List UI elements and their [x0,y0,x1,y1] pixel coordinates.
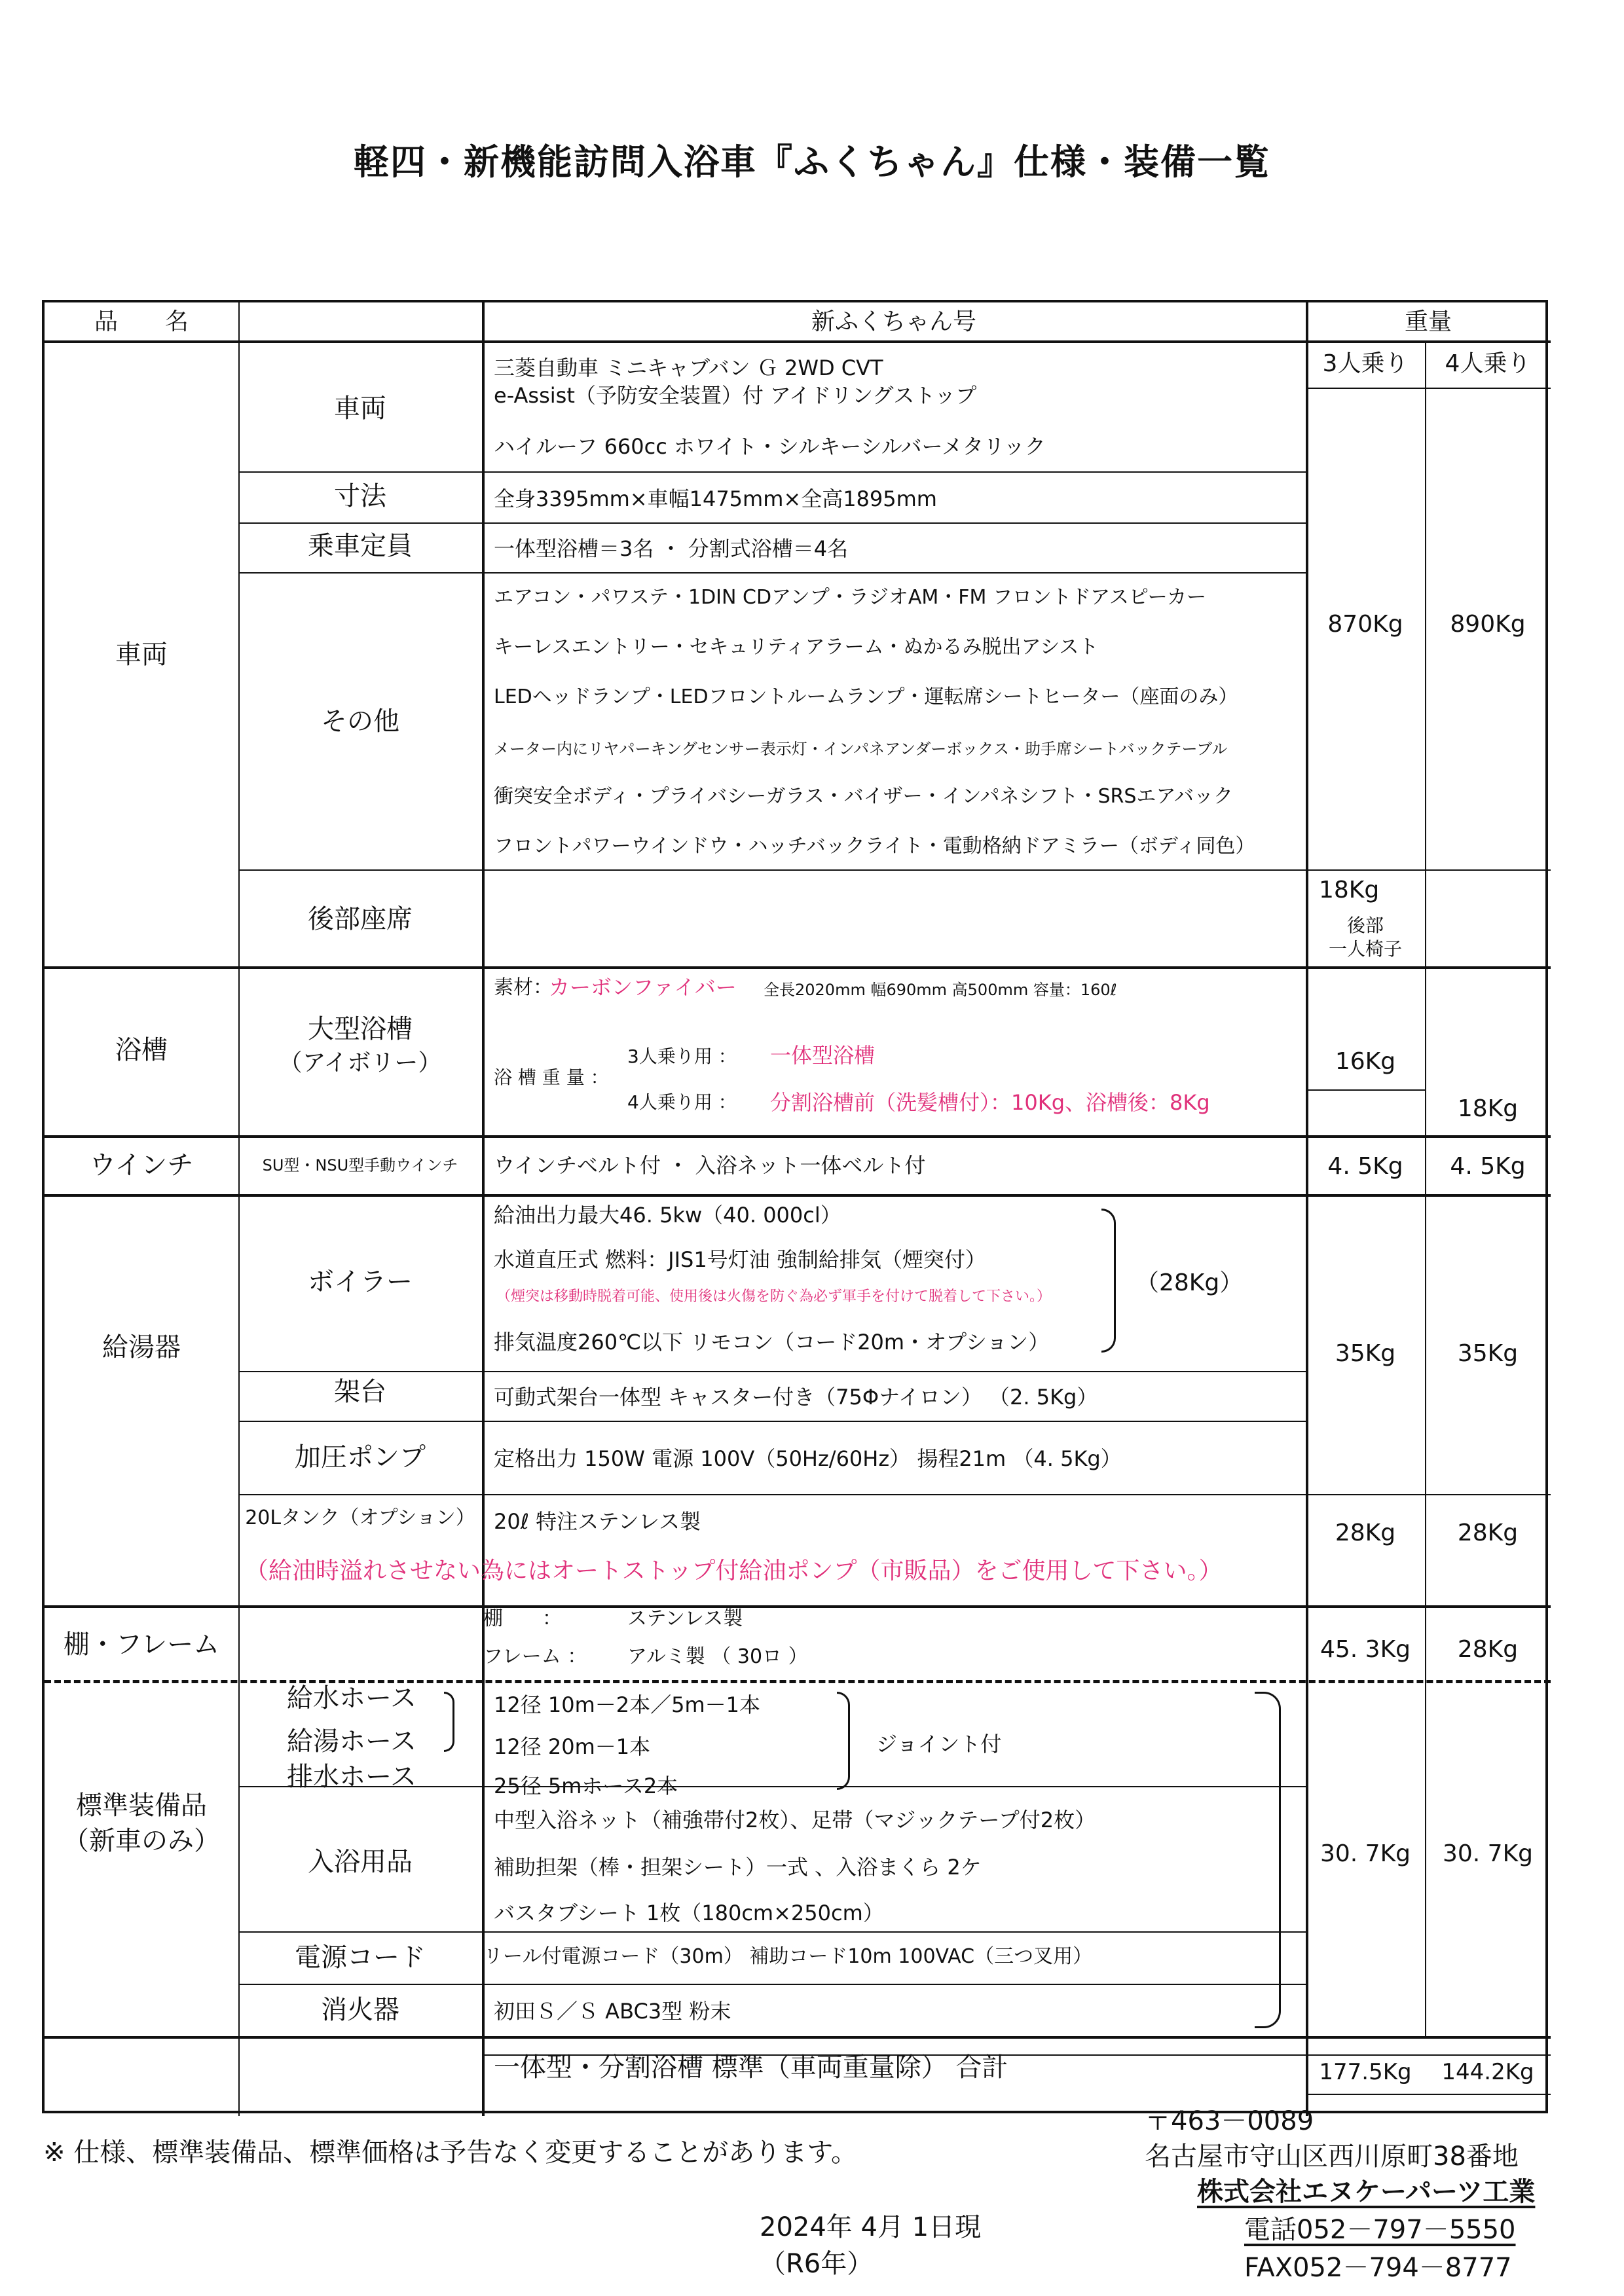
total-w4: 144.2Kg [1441,2059,1534,2085]
total-w3: 177.5Kg [1319,2059,1412,2085]
hose-line: 25径 5mホース2本 [494,1774,678,1798]
bath-goods-line: 補助担架（棒・担架シート）一式 、入浴まくら 2ケ [494,1855,982,1880]
pump-value: 定格出力 150W 電源 100V（50Hz/60Hz） 揚程21m （4. 5Kg） [494,1446,1122,1471]
material-label: 素材： [494,976,553,999]
other-line: LEDヘッドランプ・LEDフロントルームランプ・運転席シートヒーター（座面のみ） [494,685,1238,708]
vehicle-w3: 870Kg [1327,611,1403,638]
heater-w4: 35Kg [1457,1340,1519,1367]
category-heater: 給湯器 [102,1332,181,1362]
sub-tank: 20Lタンク（オプション） [245,1506,475,1529]
sub-pump: 加圧ポンプ [295,1442,426,1472]
sub-hot-hose: 給湯ホース [287,1726,416,1757]
sub-dimensions: 寸法 [334,481,386,511]
shelf-w3: 45. 3Kg [1320,1636,1411,1663]
rear-note: 一人椅子 [1328,938,1402,960]
winch-desc: ウインチベルト付 ・ 入浴ネット一体ベルト付 [494,1153,926,1178]
sub-bath: 大型浴槽 [308,1014,413,1044]
stand-value: 可動式架台一体型 キャスター付き（75Φナイロン） （2. 5Kg） [494,1385,1098,1410]
boiler-line: 水道直圧式 燃料：JIS1号灯油 強制給排気（煙突付） [494,1247,986,1272]
sub-extinguisher: 消火器 [321,1995,399,2025]
issue-date: 2024年 4月 1日現 [760,2212,982,2242]
sub-capacity: 乗車定員 [308,531,413,561]
bath-w4-label: 4人乗り用 ： [627,1091,737,1113]
sub-power-cord: 電源コード [295,1942,426,1973]
joint-label: ジョイント付 [876,1732,1002,1757]
boiler-weight: （28Kg） [1135,1269,1244,1296]
company-tel: 電話052－797－5550 [1244,2215,1516,2245]
other-line: エアコン・パワステ・1DIN CDアンプ・ラジオAM・FM フロントドアスピーカー [494,586,1207,609]
rear-w3: 18Kg [1319,877,1380,903]
tank-w4: 28Kg [1457,1520,1519,1546]
vehicle-w4: 890Kg [1450,611,1526,638]
sub-rear-seat: 後部座席 [308,904,413,934]
header-w4: 4人乗り [1445,350,1531,377]
company-zip: 〒463－0089 [1145,2106,1314,2136]
frame-label: フレーム ： [483,1645,587,1668]
material-value: カーボンファイバー [549,975,737,1000]
power-cord-value: リール付電源コード（30m） 補助コード10m 100VAC（三つ叉用） [483,1945,1093,1968]
category-standard: 標準装備品 [76,1791,207,1821]
hose-bracket [444,1692,454,1752]
header-w3: 3人乗り [1322,350,1409,377]
sub-boiler: ボイラー [308,1267,413,1297]
header-weight: 重量 [1404,308,1452,335]
capacity-value: 一体型浴槽＝3名 ・ 分割式浴槽＝4名 [494,536,849,561]
joint-bracket [837,1692,850,1790]
company-address: 名古屋市守山区西川原町38番地 [1145,2141,1519,2172]
standard-w4: 30. 7Kg [1442,1840,1534,1867]
winch-w3: 4. 5Kg [1327,1153,1403,1180]
boiler-warning: （煙突は移動時脱着可能、使用後は火傷を防ぐ為必ず軍手を付けて脱着して下さい。） [496,1288,1052,1305]
sub-water-hose: 給水ホース [287,1683,416,1713]
spec-table [42,300,1548,2113]
standard-bracket [1255,1692,1281,2028]
frame-value: アルミ製 （ 30ロ ） [627,1645,808,1668]
sub-bath-color: （アイボリー） [278,1049,442,1076]
boiler-line: 給油出力最大46. 5kw（40. 000cl） [494,1203,841,1228]
other-line: フロントパワーウインドウ・ハッチバックライト・電動格納ドアミラー（ボディ同色） [494,835,1255,858]
bath-goods-line: 中型入浴ネット（補強帯付2枚）、足帯（マジックテープ付2枚） [494,1808,1096,1832]
extinguisher-value: 初田Ｓ／Ｓ ABC3型 粉末 [494,1999,731,2024]
category-vehicle: 車両 [115,640,168,670]
category-shelf: 棚・フレーム [63,1630,220,1660]
company-fax: FAX052－794－8777 [1244,2253,1512,2283]
sub-winch: SU型・NSU型手動ウインチ [262,1156,458,1175]
vehicle-line: 三菱自動車 ミニキャブバン Ｇ 2WD CVT [494,355,883,380]
bath-w3-value: 一体型浴槽 [770,1043,876,1068]
vehicle-line: e-Assist（予防安全装置）付 アイドリングストップ [494,383,977,408]
company-name: 株式会社エヌケーパーツ工業 [1197,2177,1536,2207]
bath-dims: 全長2020mm 幅690mm 高500mm 容量：160ℓ [764,981,1117,999]
bath-w3: 16Kg [1335,1048,1396,1075]
header-item: 品 名 [94,308,189,335]
header-model: 新ふくちゃん号 [811,308,976,335]
other-line: 衝突安全ボディ・プライバシーガラス・バイザー・インパネシフト・SRSエアバック [494,785,1234,808]
tank-note: （給油時溢れさせない為にはオートストップ付給油ポンプ（市販品）をご使用して下さい。） [245,1558,1223,1584]
winch-w4: 4. 5Kg [1450,1153,1526,1180]
hose-line: 12径 20m－1本 [494,1734,651,1759]
category-standard-note: （新車のみ） [63,1826,220,1856]
total-label: 一体型・分割浴槽 標準（車両重量除） 合計 [494,2052,1008,2083]
dimensions-value: 全身3395mm×車幅1475mm×全高1895mm [494,486,937,511]
shelf-value: ステンレス製 [627,1607,743,1630]
sub-vehicle: 車両 [334,393,386,424]
sub-stand: 架台 [334,1377,386,1407]
bath-goods-line: バスタブシート 1枚（180cm×250cm） [494,1901,884,1925]
sub-drain-hose: 排水ホース [287,1762,416,1792]
standard-w3: 30. 7Kg [1320,1840,1411,1867]
disclaimer-note: ※ 仕様、標準装備品、標準価格は予告なく変更することがあります。 [43,2138,858,2168]
tank-value: 20ℓ 特注ステンレス製 [494,1509,701,1534]
sub-other: その他 [321,706,399,737]
hose-line: 12径 10m－2本／5m－1本 [494,1692,761,1717]
issue-era: （R6年） [760,2249,874,2279]
vehicle-line: ハイルーフ 660cc ホワイト・シルキーシルバーメタリック [494,434,1046,459]
boiler-line: 排気温度260℃以下 リモコン（コード20m・オプション） [494,1330,1050,1355]
shelf-w4: 28Kg [1457,1636,1519,1663]
other-line: キーレスエントリー・セキュリティアラーム・ぬかるみ脱出アシスト [494,636,1099,659]
category-bath: 浴槽 [115,1035,168,1065]
heater-w3: 35Kg [1335,1340,1396,1367]
boiler-bracket [1101,1209,1116,1353]
page-title: 軽四・新機能訪問入浴車『ふくちゃん』仕様・装備一覧 [354,141,1270,183]
bath-weight-label: 浴 槽 重 量 ： [494,1066,609,1088]
category-winch: ウインチ [89,1150,194,1180]
other-line: メーター内にリヤパーキングセンサー表示灯・インパネアンダーボックス・助手席シートバックテーブル [494,740,1228,758]
bath-w4-value: 分割浴槽前（洗髪槽付）：10Kg、浴槽後：8Kg [770,1090,1210,1115]
shelf-label: 棚 ： [483,1607,562,1630]
sub-bath-goods: 入浴用品 [308,1847,413,1877]
bath-w4: 18Kg [1457,1095,1519,1122]
tank-w3: 28Kg [1335,1520,1396,1546]
bath-w3-label: 3人乗り用 ： [627,1046,737,1067]
rear-note: 後部 [1346,915,1384,936]
